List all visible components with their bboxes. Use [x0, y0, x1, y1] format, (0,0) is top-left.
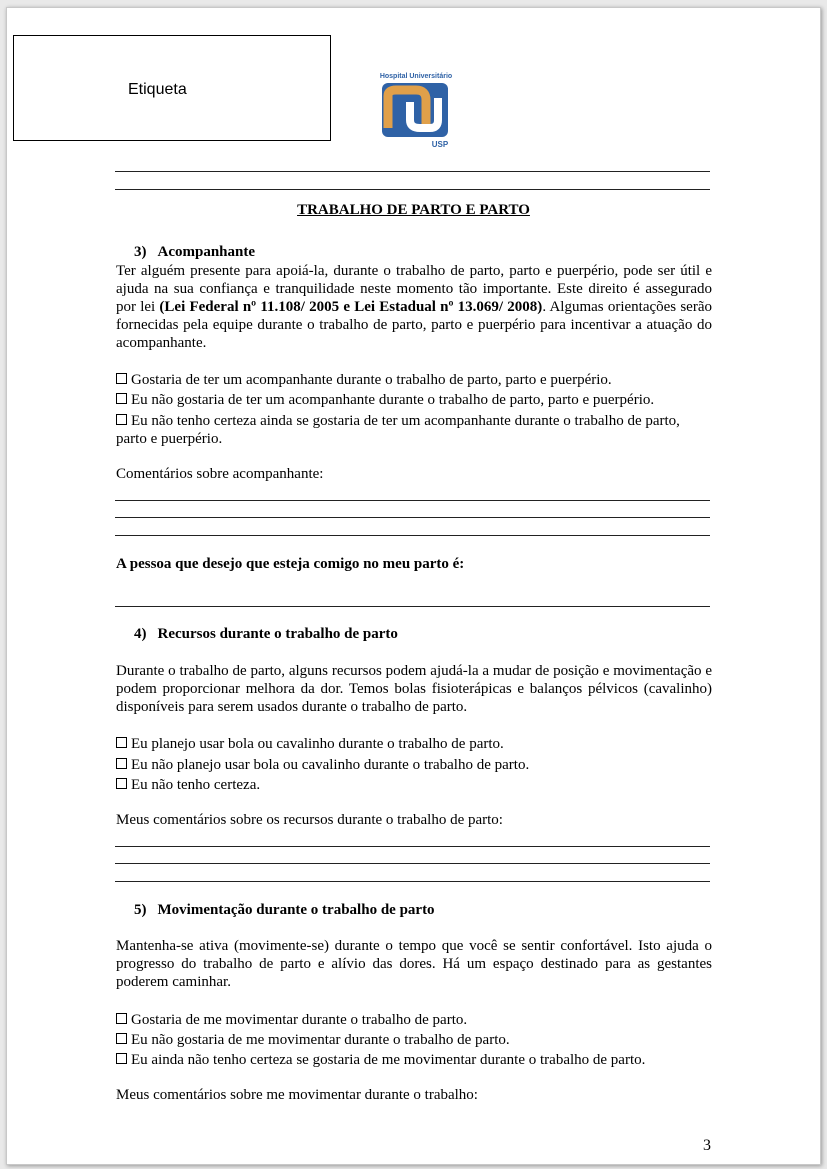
checkbox-option[interactable] [116, 756, 529, 774]
checkbox-option[interactable] [116, 371, 612, 389]
answer-line[interactable] [115, 881, 710, 882]
checkbox-icon[interactable] [116, 737, 127, 748]
answer-line[interactable] [115, 846, 710, 847]
option-label: Eu não tenho certeza ainda se gostaria de ter um acompanhante durante o trabalho de parto, parto e puerpério. [116, 413, 680, 447]
checkbox-option[interactable] [116, 735, 504, 753]
section-number: 5) [134, 902, 147, 918]
section-title: Recursos durante o trabalho de parto [157, 626, 398, 642]
option-label: Eu não planejo usar bola ou cavalinho durante o trabalho de parto. [131, 757, 530, 773]
option-label: Gostaria de ter um acompanhante durante o trabalho de parto, parto e puerpério. [131, 372, 612, 388]
header-rule [115, 171, 710, 172]
logo-bottom-text: USP [431, 140, 449, 148]
document-page [6, 7, 821, 1165]
section-paragraph: Durante o trabalho de parto, alguns recursos podem ajudá-la a mudar de posição e movimentação e podem proporcionar melhora da dor. Temos bolas fisioterápicas e balanços pélvicos (cavalinho) disponíveis para serem usados durante o trabalho de parto. [116, 663, 712, 715]
paragraph-text: Ter alguém presente para apoiá-la, durante o trabalho de parto, parto e puerpério, pode ser útil e ajuda na sua confiança e tranquilidade neste momento tão importante. Este direito é assegurado por lei [116, 263, 712, 315]
checkbox-option[interactable] [116, 391, 654, 409]
hospital-logo [376, 68, 456, 148]
section-heading [134, 626, 398, 643]
paragraph-text: . Algumas orientações serão fornecidas pela equipe durante o trabalho de parto, parto e puerpério para incentivar a atuação do acompanhante. [116, 299, 712, 351]
section-number: 4) [134, 626, 147, 642]
section-paragraph: Mantenha-se ativa (movimente-se) durante o tempo que você se sentir confortável. Isto ajuda o progresso do trabalho de parto e alívio das dores. Há um espaço destinado para as gestantes poderem caminhar. [116, 938, 712, 990]
option-label: Eu não gostaria de me movimentar durante o trabalho de parto. [131, 1032, 510, 1048]
checkbox-icon[interactable] [116, 758, 127, 769]
companion-name-label: A pessoa que desejo que esteja comigo no meu parto é: [116, 556, 465, 572]
checkbox-icon[interactable] [116, 373, 127, 384]
section-title: Movimentação durante o trabalho de parto [157, 902, 435, 918]
comments-label: Comentários sobre acompanhante: [116, 466, 324, 482]
checkbox-icon[interactable] [116, 1013, 127, 1024]
option-label: Eu planejo usar bola ou cavalinho durante o trabalho de parto. [131, 736, 504, 752]
section-title: Acompanhante [157, 244, 256, 260]
option-label: Eu não tenho certeza. [131, 777, 261, 793]
checkbox-option[interactable] [116, 412, 712, 448]
answer-line[interactable] [115, 535, 710, 536]
option-label: Gostaria de me movimentar durante o trabalho de parto. [131, 1012, 468, 1028]
section-heading [134, 902, 435, 919]
checkbox-icon[interactable] [116, 1053, 127, 1064]
option-label: Eu ainda não tenho certeza se gostaria de me movimentar durante o trabalho de parto. [131, 1052, 646, 1068]
patient-label-text: Etiqueta [128, 81, 187, 98]
comments-label: Meus comentários sobre os recursos durante o trabalho de parto: [116, 812, 503, 828]
checkbox-option[interactable] [116, 1011, 467, 1029]
law-reference: (Lei Federal nº 11.108/ 2005 e Lei Estadual nº 13.069/ 2008) [159, 299, 543, 315]
answer-line[interactable] [115, 500, 710, 501]
answer-line[interactable] [115, 517, 710, 518]
section-number: 3) [134, 244, 147, 260]
checkbox-option[interactable] [116, 1031, 510, 1049]
comments-label: Meus comentários sobre me movimentar durante o trabalho: [116, 1087, 478, 1103]
checkbox-option[interactable] [116, 1051, 645, 1069]
logo-top-text: Hospital Universitário [379, 73, 453, 80]
header-rule [115, 189, 710, 190]
checkbox-icon[interactable] [116, 393, 127, 404]
section-paragraph [116, 262, 712, 352]
checkbox-icon[interactable] [116, 778, 127, 789]
checkbox-option[interactable] [116, 776, 260, 794]
section-heading [134, 244, 255, 261]
answer-line[interactable] [115, 863, 710, 864]
checkbox-icon[interactable] [116, 1033, 127, 1044]
answer-line[interactable] [115, 606, 710, 607]
page-number: 3 [703, 1137, 711, 1154]
page-title: TRABALHO DE PARTO E PARTO [297, 202, 530, 218]
option-label: Eu não gostaria de ter um acompanhante durante o trabalho de parto, parto e puerpério. [131, 392, 655, 408]
checkbox-icon[interactable] [116, 414, 127, 425]
